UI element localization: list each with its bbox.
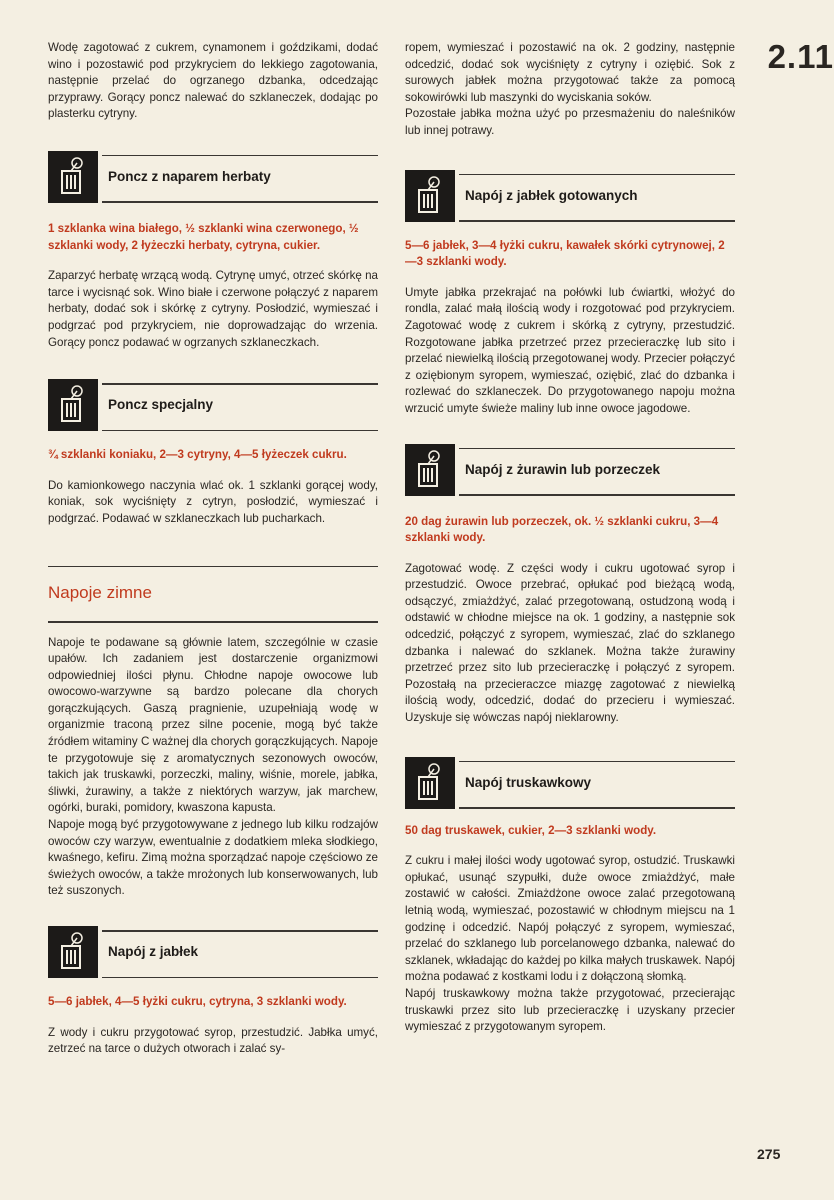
page-number: 275 <box>757 1146 781 1162</box>
method-text: Do kamionkowego naczynia wlać ok. 1 szklanki gorącej wody, koniak, sok wyciśnięty z cytryn, posłodzić, wymieszać i podgrzać. Podawać w szklaneczkach lub pucharkach. <box>48 478 378 525</box>
recipe-card-icon <box>405 444 455 496</box>
method-text: Z wody i cukru przygotować syrop, przestudzić. Jabłka umyć, zetrzeć na tarce o dużych otworach i zalać sy- <box>48 1025 378 1056</box>
method-text: Zaparzyć herbatę wrzącą wodą. Cytrynę umyć, otrzeć skórkę na tarce i wycisnąć sok. Wino białe i czerwone połączyć z naparem herbaty, dodać sok i skórkę z cytryny. Posłodzić, wymieszać i podgrzać pod przykryciem, nie doprowadzając do wrzenia. Gorący poncz podawać w ogrzanych szklaneczkach. <box>48 269 378 349</box>
recipe-card-icon <box>48 151 98 203</box>
method-text: Zagotować wodę. Z części wody i cukru ugotować syrop i przestudzić. Owoce przebrać, opłukać pod bieżącą wodą, odsączyć, zmiażdżyć, zalać przegotowaną, ostudzoną wodą i odstawić w chłodne miejsce na ok. 1 godziny, a następnie sok odcedzić, połączyć z syropem, wymieszać, zlać do szklanego dzbanka i nalewać do szklanek. Można także żurawiny przetrzeć przez sito lub przecieraczkę i połączyć z syropem. Pozostałą na przecieraczce miazgę zagotować z niewielką ilością wody, odcedzić, dodać do przecieru i wymieszać. Uzyskuje się wówczas napój nieklarowny. <box>405 561 735 725</box>
ingredients: 20 dag żurawin lub porzeczek, ok. ½ szklanki cukru, 3—4 szklanki wody. <box>405 514 719 545</box>
recipe-card-icon <box>48 926 98 978</box>
recipe-header <box>405 757 735 809</box>
continued-text: Pozostałe jabłka można użyć po przesmażeniu do naleśników lub innej potrawy. <box>405 107 735 137</box>
recipe-title: Napój z jabłek <box>108 944 199 959</box>
section-text: Napoje te podawane są głównie latem, szczególnie w czasie upałów. Ich zadaniem jest dostarczenie organizmowi odpowiedniej ilości płynu. Chłodne napoje owocowe lub owocowo-warzywne są bardzo polecane dla chorych gorączkujących. Gaszą pragnienie, uzupełniają wodę w organizmie traconą przez silne pocenie, mogą być także źródłem witaminy C ważnej dla chorych gorączkujących. Napoje te przygotowuje się z aromatycznych sezonowych owoców, takich jak truskawki, porzeczki, maliny, wiśnie, morele, jabłka, śliwki, żurawiny, a także z niektórych warzyw, jak marchew, ogórki, buraki, pomidory, kwaszona kapusta. <box>48 635 378 815</box>
ingredients: 5—6 jabłek, 4—5 łyżki cukru, cytryna, 3 szklanki wody. <box>48 995 347 1008</box>
section-title: Napoje zimne <box>48 583 152 602</box>
recipe-title: Napój truskawkowy <box>465 774 592 790</box>
recipe-header <box>48 151 378 203</box>
recipe-title: Poncz specjalny <box>108 397 214 413</box>
continued-text: ropem, wymieszać i pozostawić na ok. 2 godziny, następnie odcedzić, dodać sok wyciśnięty z cytryny i oziębić. Sok z surowych jabłek można przygotować także za pomocą sokowirówki lub maszynki do wyciskania soków. <box>405 41 735 104</box>
ingredients: 1 szklanka wina białego, ½ szklanki wina czerwonego, ½ szklanki wody, 2 łyżeczki herbaty, cytryna, cukier. <box>48 221 359 252</box>
recipe-header <box>405 170 735 222</box>
ingredients: 5—6 jabłek, 3—4 łyżki cukru, kawałek skórki cytrynowej, 2—3 szklanki wody. <box>405 238 725 269</box>
recipe-card-icon <box>48 379 98 431</box>
recipe-title: Poncz z naparem herbaty <box>108 168 271 184</box>
recipe-header <box>405 444 735 496</box>
section-text: Napoje mogą być przygotowywane z jednego lub kilku rodzajów owoców czy warzyw, ewentualnie z dodatkiem mleka słodkiego, kwaśnego, kefiru. Zimą można sporządzać napoje częściowo ze świeżych owoców, a także mrożonych lub konserwowanych, lub też suszonych. <box>48 818 378 898</box>
divider <box>48 566 378 568</box>
recipe-title: Napój z żurawin lub porzeczek <box>465 461 661 477</box>
method-text: Z cukru i małej ilości wody ugotować syrop, ostudzić. Truskawki opłukać, usunąć szypułki, duże owoce zmiażdżyć, małe zostawić w całości. Zmiażdżone owoce zalać przegotowaną letnią wodą, wymieszać, pozostawić w chłodnym miejscu na 1 godzinę i odcedzić. Napój połączyć z syropem, wymieszać, przelać do szklanego lub porcelanowego dzbanka, nalewać do szklanek, wkładając do każdej po kilka małych truskawek. Napój można podawać z kostkami lodu i z dołączoną słomką. <box>405 854 735 984</box>
recipe-card-icon <box>405 170 455 222</box>
recipe-header <box>48 926 378 978</box>
recipe-header <box>48 379 378 431</box>
left-column <box>48 40 378 1058</box>
intro-text: Wodę zagotować z cukrem, cynamonem i goździkami, dodać wino i pozostawić pod przykryciem do lekkiego zagotowania, następnie przelać do ogrzanego dzbanka, odcedzając przyprawy. Gorący poncz nalewać do szklaneczek, dodając po plasterku cytryny. <box>48 41 378 121</box>
ingredients: 50 dag truskawek, cukier, 2—3 szklanki wody. <box>405 823 657 837</box>
ingredients: ¾ szklanki koniaku, 2—3 cytryny, 4—5 łyżeczek cukru. <box>48 448 347 462</box>
recipe-card-icon <box>405 757 455 809</box>
method-text: Napój truskawkowy można także przygotować, przecierając truskawki przez sito lub przecieraczkę i uzyskany przecier wymieszać z przygotowanym syropem. <box>405 986 735 1034</box>
right-column <box>405 40 735 1036</box>
chapter-number: 2.11 <box>767 38 834 75</box>
recipe-title: Napój z jabłek gotowanych <box>465 187 638 203</box>
divider <box>48 621 378 623</box>
method-text: Umyte jabłka przekrajać na połówki lub ćwiartki, włożyć do rondla, zalać małą ilością wody i rozgotować pod przykryciem. Zagotować wodę z cukrem i skórką z cytryny, przestudzić. Rozgotowane jabłka przetrzeć przez przecieraczkę lub sito i przelać niewielką ilością przegotowanej wody. Przecier połączyć z oziębionym syropem, wymieszać, oziębić, zlać do dzbanka i rozlewać do szklaneczek. Do przygotowanego napoju można wrzucić umyte świeże maliny lub inne owoce jagodowe. <box>405 285 735 415</box>
